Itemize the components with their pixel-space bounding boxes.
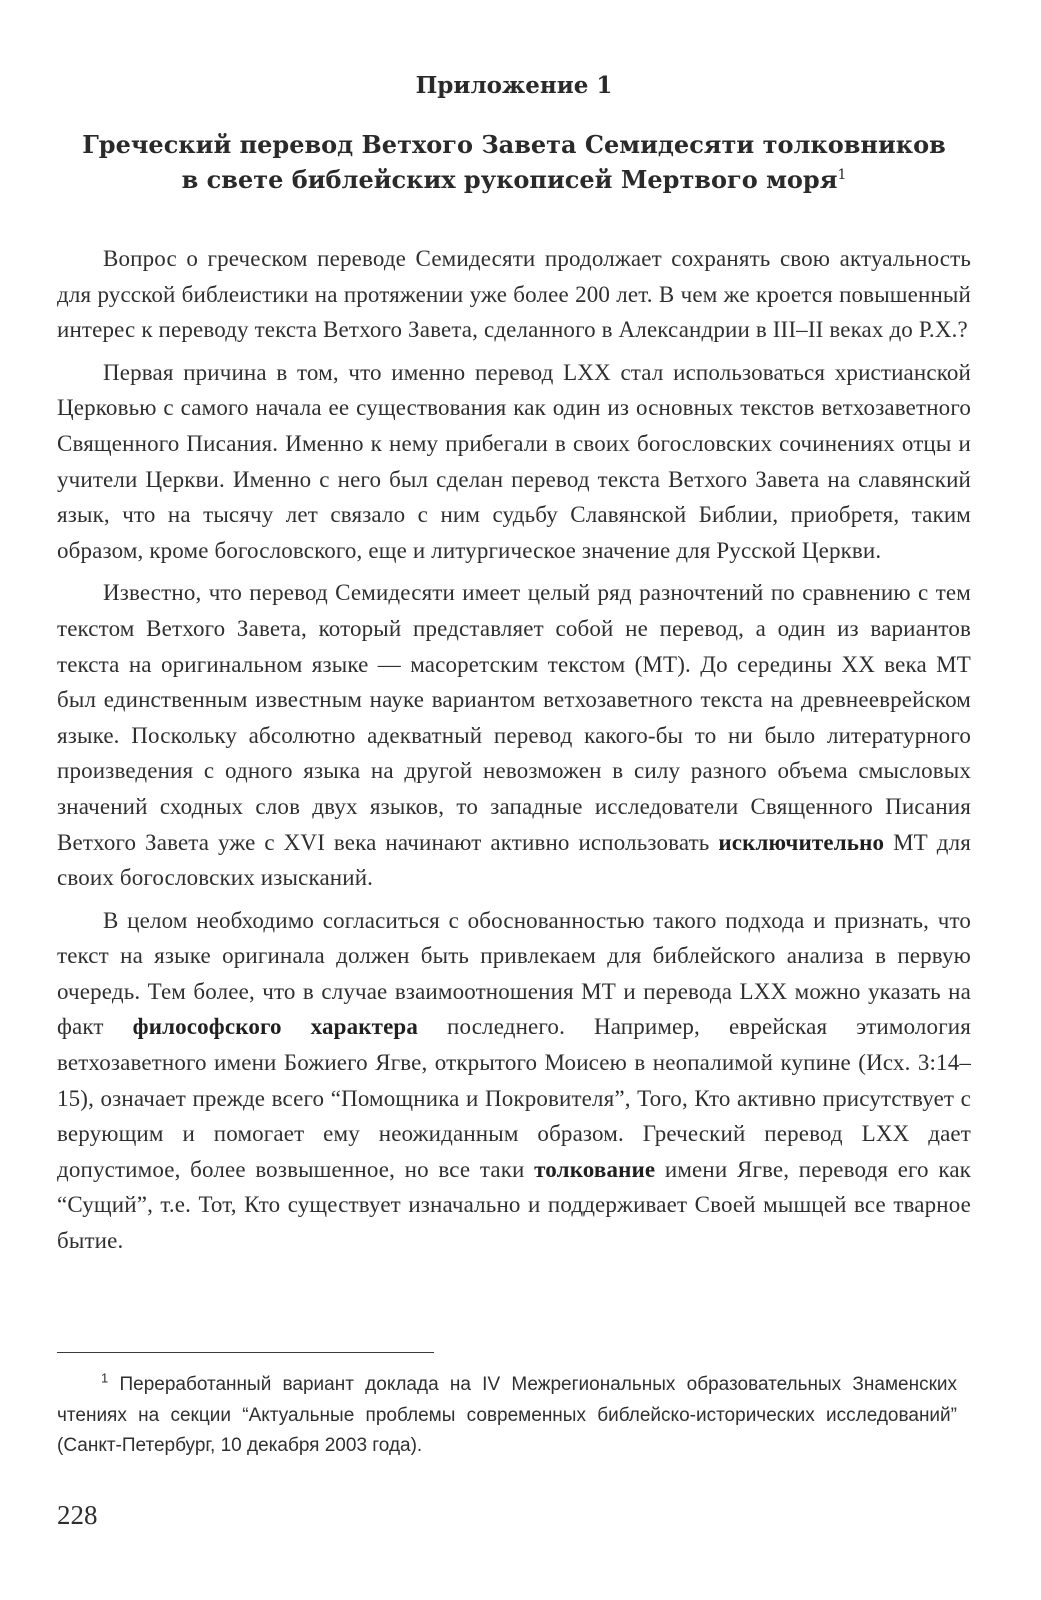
- footnote-text: Переработанный вариант доклада на IV Межрегиональных образовательных Знаменских чтениях на секции “Актуальные проблемы современных библейско-исторических исследований” (Санкт-Петербург, 10 декабря 2003 года).: [57, 1374, 957, 1456]
- paragraph-text: МТ для своих богословских изысканий.: [57, 829, 971, 891]
- emphasized-text: толкование: [534, 1156, 656, 1182]
- body-paragraph: [57, 575, 971, 895]
- paragraph-text: Известно, что перевод Семидесяти имеет целый ряд разночтений по сравнению с тем текстом Ветхого Завета, который представляет собой не перевод, а один из вариантов текста на оригинальном языке — масоретским текстом (МТ). До середины XX века МТ был единственным известным науке вариантом ветхозаветного текста на древнееврейском языке. Поскольку абсолютно адекватный перевод какого-бы то ни было литературного произведения с одного языка на другой невозможен в силу разного объема смысловых значений сходных слов двух языков, то западные исследователи Священного Писания Ветхого Завета уже с XVI века начинают активно использовать: [57, 580, 971, 855]
- paragraph-text: последнего. Например, еврейская этимология ветхозаветного имени Божиего Ягве, открытого Моисею в неопалимой купине (Исх. 3:14–15), означает прежде всего “Помощника и Покровителя”, Того, Кто активно присутствует с верующим и помогает ему неожиданным образом. Греческий перевод LXX дает допустимое, более возвышенное, но все таки: [57, 1014, 971, 1182]
- emphasized-text: исключительно: [718, 829, 885, 855]
- footnote-separator: [57, 1352, 434, 1353]
- body-text: [57, 241, 971, 1259]
- chapter-title: [57, 127, 971, 197]
- body-paragraph: [57, 241, 971, 348]
- paragraph-text: Вопрос о греческом переводе Семидесяти продолжает сохранять свою актуальность для русской библеистики на протяжении уже более 200 лет. В чем же кроется повышенный интерес к переводу текста Ветхого Завета, сделанного в Александрии в III–II веках до Р.Х.?: [57, 246, 971, 343]
- chapter-title-line2: в свете библейских рукописей Мертвого моря: [181, 165, 838, 194]
- footnote: [57, 1370, 957, 1462]
- paragraph-text: Первая причина в том, что именно перевод LXX стал использоваться христианской Церковью с самого начала ее существования как один из основных текстов ветхозаветного Священного Писания. Именно к нему прибегали в своих богословских сочинениях отцы и учители Церкви. Именно с него был сделан перевод текста Ветхого Завета на славянский язык, что на тысячу лет связало с ним судьбу Славянской Библии, приобретя, таким образом, кроме богословского, еще и литургическое значение для Русской Церкви.: [57, 359, 971, 563]
- paragraph-text: имени Ягве, переводя его как “Сущий”, т.е. Тот, Кто существует изначально и поддерживает Своей мышцей все тварное бытие.: [57, 1156, 972, 1254]
- footnote-marker: 1: [101, 1370, 109, 1386]
- body-paragraph: [57, 903, 971, 1259]
- appendix-label: Приложение 1: [415, 72, 613, 99]
- footnote-reference[interactable]: 1: [837, 167, 847, 183]
- book-page: [57, 72, 971, 1572]
- paragraph-text: В целом необходимо согласиться с обоснованностью такого подхода и признать, что текст на языке оригинала должен быть привлекаем для библейского анализа в первую очередь. Тем более, что в случае взаимоотношения МТ и перевода LXX можно указать на факт: [57, 907, 971, 1040]
- emphasized-text: философского характера: [132, 1014, 419, 1040]
- body-paragraph: [57, 355, 971, 569]
- chapter-title-line1: Греческий перевод Ветхого Завета Семидесяти толковников: [82, 130, 946, 159]
- page-number: 228: [57, 1500, 98, 1530]
